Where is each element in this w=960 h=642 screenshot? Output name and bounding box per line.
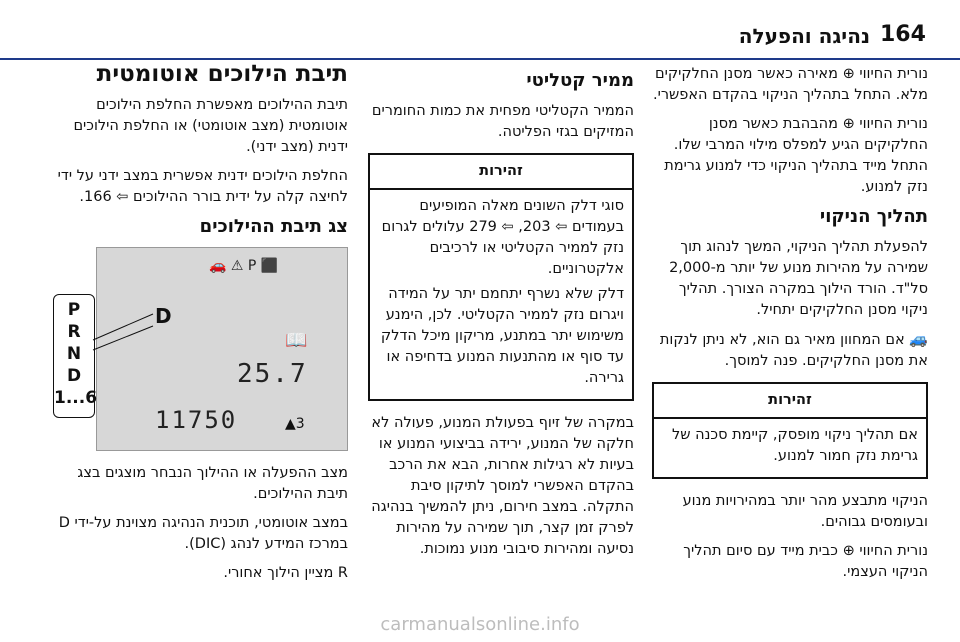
transmission-heading: תיבת הילוכים אוטומטית: [96, 61, 348, 87]
converter-caution-body: [370, 190, 632, 399]
selector-n: N: [66, 344, 82, 364]
display-odometer: 11750: [155, 406, 238, 434]
display-gear: ▲3: [285, 416, 305, 432]
header-rule: [0, 58, 960, 60]
selector-indicator: [53, 294, 98, 418]
cleaning-paragraph: להפעלת תהליך הניקוי, המשך לנהוג תוך שמירה על מהירות מנוע של יותר מ-2,000 סל"ד. הורד הילוך במקרה הצורך. תהליך ניקוי מסנן החלקיקים יתחיל.: [669, 239, 928, 318]
caution-box: [652, 382, 928, 479]
converter-caution-box: [368, 153, 634, 401]
selector-r: R: [67, 322, 81, 342]
auto-mode-paragraph: במצב אוטומטי, תוכנית הנהיגה מצוינת על-ידי D במרכז המידע לנהג (DIC).: [58, 515, 348, 552]
selector-d: D: [66, 366, 82, 386]
converter-caution-title: זהירות: [370, 155, 632, 190]
left-column: [54, 61, 348, 592]
misfire-paragraph: במקרה של זיוף בפעולת המנוע, פעולה לא חלקה של המנוע, ירידה בביצועי המנוע או בעיות לא רגילות אחרות, הבא את הרכב בהקדם האפשרי למוסך לתיקון סיבת התקלה. במצב חירום, ניתן להמשיך בנהיגה לפרק זמן קצר, תוך שמירה על מהירות נסיעה ומהירות סיבובי מנוע נמוכות.: [371, 415, 634, 557]
load-paragraph: הניקוי מתבצע מהר יותר במהירויות מנוע ובעומסים גבוהים.: [682, 493, 928, 530]
display-selected-mode: D: [155, 304, 172, 328]
display-mode-paragraph: מצב ההפעלה או ההילוך הנבחר מוצגים בצג תיבת ההילוכים.: [77, 465, 348, 502]
reverse-paragraph: R מציין הילוך אחורי.: [223, 565, 348, 581]
service-paragraph-text: אם המחוון מאיר גם הוא, לא ניתן לנקות את מסנן החלקיקים. פנה למוסך.: [659, 332, 928, 369]
warning-icons: 🚗 ⚠ P ⬛: [209, 258, 279, 274]
page-number: 164: [880, 22, 926, 47]
display-temperature: 25.7: [237, 359, 308, 389]
watermark: carmanualsonline.info: [380, 614, 580, 635]
display-heading: צג תיבת ההילוכים: [199, 216, 348, 237]
unburnt-caution-text: דלק שלא נשרף יתחמם יתר על המידה ויגרום נזק לממיר הקטליטי. לכן, הימנע משימוש יתר במתנע, מריקון מיכל הדלק עד סוף או מהתנעות המנוע בדחיפה או גרירה.: [380, 286, 624, 386]
cleaning-heading: תהליך הניקוי: [819, 206, 928, 227]
dpf-flashing-paragraph: נורית החיווי ⊕ מהבהבת כאשר מסנן החלקיקים הגיע למפלס מילוי המרבי שלו. התחל מייד בתהליך הניקוי כדי למנוע גרימת נזק למנוע.: [664, 116, 928, 195]
service-paragraph: [652, 329, 928, 372]
manual-shift-paragraph: החלפת הילוכים ידנית אפשרית במצב ידני על ידי לחיצה קלה על ידית בורר ההילוכים ⇦ 166.: [57, 168, 348, 205]
caution-body: [654, 419, 926, 477]
dpf-full-paragraph: נורית החיווי ⊕ מאירה כאשר מסנן החלקיקים מלא. התחל בתהליך הניקוי בהקדם האפשרי.: [652, 66, 928, 103]
car-icon: 🚙: [909, 330, 928, 348]
book-icon: 📖: [285, 330, 308, 351]
selector-manual: 1...6: [54, 388, 98, 408]
caution-text: אם תהליך ניקוי מופסק, קיימת סכנה של גרימת נזק חמור למנוע.: [672, 427, 918, 464]
transmission-paragraph: תיבת ההילוכים מאפשרת החלפת הילוכים אוטומטית (מצב אוטומטי) או החלפת הילוכים ידנית (מצב ידני).: [73, 97, 348, 155]
converter-paragraph: הממיר הקטליטי מפחית את כמות החומרים המזיקים בגזי הפליטה.: [371, 103, 634, 140]
transmission-display-illustration: [54, 247, 348, 451]
caution-title: זהירות: [654, 384, 926, 419]
selector-p: P: [67, 300, 81, 320]
page-title: נהיגה והפעלה: [738, 24, 870, 48]
fuel-caution-text: סוגי דלק השונים מאלה המופיעים בעמודים ⇦ 203, ⇦ 279 עלולים לגרום נזק לממיר הקטליטי או לרכיבים אלקטרוניים.: [381, 198, 624, 277]
indicator-off-paragraph: נורית החיווי ⊕ כבית מייד עם סיום תהליך הניקוי העצמי.: [683, 543, 928, 580]
converter-heading: ממיר קטליטי: [526, 70, 634, 91]
right-column: [652, 64, 928, 591]
middle-column: [368, 64, 634, 568]
